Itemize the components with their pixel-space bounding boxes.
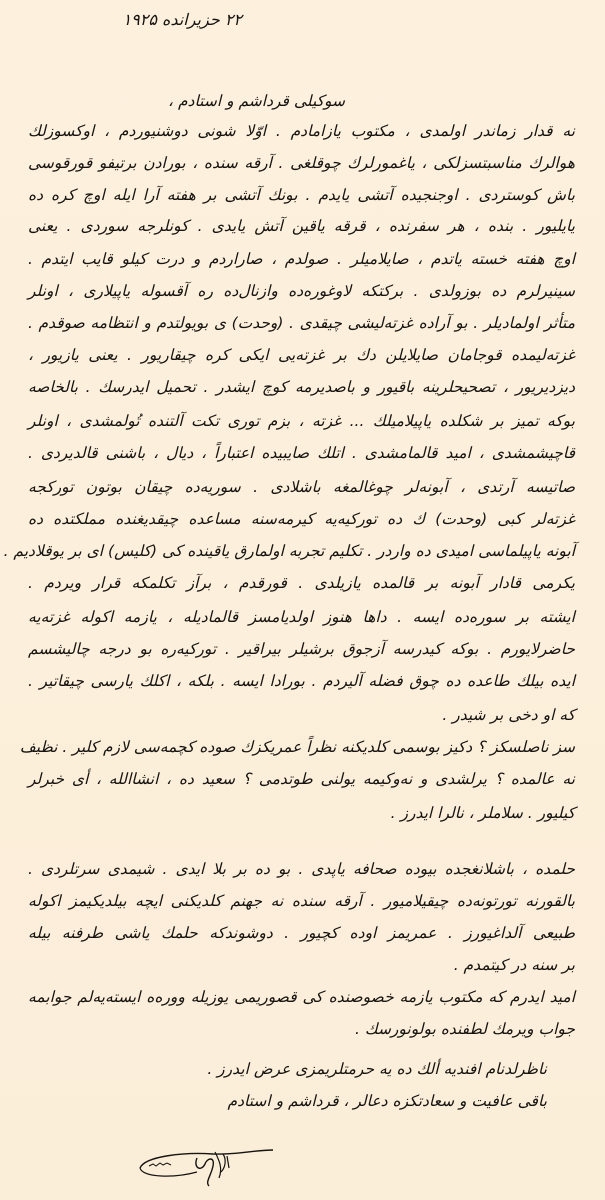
letter-line: دیزدیریور ، تصحیحلرینه باقیور و باصدیرمه کوچ ایشدر . تحمیل ایدرسك . بالخاصه	[28, 378, 575, 396]
letter-line: سینیرلرم ده بوزولدی . برکتکه لاوغوره‌ده وازنال‌ده ره آقسوله یاپیلاری ، اونلر	[28, 282, 575, 300]
letter-line: بالقورنه تورتونه‌ده چیقیلامیور . آرقه سنده نه جهنم کلدیکنی ایچه بیلدیکیمز اکوله	[28, 892, 575, 910]
letter-line: جواب ویرمك لطفنده بولونورسك .	[355, 1020, 575, 1038]
letter-line: امید ایدرم که مکتوب یازمه خصوصنده کی قصوریمی یوزیله ووره‌ه ایسته‌یه‌لم جوابمه	[28, 988, 575, 1006]
letter-line: بر سنه در کیتمدم .	[453, 956, 575, 974]
letter-line: نه قدار زماندر اولمدی ، مکتوب یازامادم . اوّلا شونی دوشنیوردم ، اوکسوزلك	[28, 122, 575, 140]
letter-line: یکرمی قادار آبونه بر قالمده یازیلدی . قورقدم ، برآز تکلمکه قرار ویردم .	[28, 574, 575, 592]
letter-line: ایده بیلك طاعده ده چوق فضله آلیردم . بورادا ایسه . بلکه ، اکلك یارسی چیقاتیر .	[28, 672, 575, 690]
letter-line: قاچیشمشدی ، امید قالمامشدی . اتلك صایبیده اعتباراً ، دیال ، باشنی قالدیردی .	[28, 444, 575, 462]
letter-line: غزته‌لر کبی (وحدت) ك ده تورکیه‌یه کیرمه‌سنه مساعده چیقدیغنده مملکتده ده	[28, 510, 575, 528]
letter-salutation: سوکیلی قرداشم و استادم ،	[168, 92, 345, 110]
letter-line: غزته‌لیمده قوجامان صایلایلن دك بر غزته‌یی ایکی کره چیقاریور . یعنی یازیور ،	[28, 346, 575, 364]
letter-line: ایشته بر سوره‌ده ایسه . داها هنوز اولدیامسز قالمادیله ، یازمه اکوله غزته‌یه	[28, 608, 575, 626]
letter-line: اوچ هفته خسته یاتدم ، صایلامیلر . صولدم ، صاراردم و درت کیلو قایب ایتدم .	[28, 250, 575, 268]
letter-line: یایلیور . بنده ، هر سفرنده ، قرقه یاقین آتش یایدی . کونلرجه سوردی . یعنی	[28, 217, 575, 235]
letter-line: سز ناصلسکز ؟ دکیز بوسمی کلدیکنه نظراً عمریکزك صوده کچمه‌سی لازم کلیر . نظیف	[19, 738, 575, 756]
letter-line: ناظرلدنام افندیه ألك ده یه حرمتلریمزی عرض ایدرز .	[207, 1060, 547, 1078]
letter-line: آبونه یاپیلماسی امیدی ده واردر . تکلیم تجربه اولمارق یاقینده کی (کلیس) ای بر یوقلادیم .	[3, 542, 575, 560]
letter-line: باش کوستردی . اوجنجیده آتشی یایدم . بونك آتشی بر هفته آرا ایله اوچ کره ده	[28, 186, 575, 204]
letter-line: حلمده ، باشلانغجده بیوده صحافه یاپدی . بو ده بر بلا ایدی . شیمدی سرتلردی .	[28, 860, 575, 878]
letter-line: که او دخی بر شیدر .	[442, 706, 575, 724]
letter-line: صاتیسه آرتدی ، آبونه‌لر چوغالمغه باشلادی . سوریه‌ده چیقان بوتون تورکجه	[28, 478, 575, 496]
letter-closing: باقی عافیت و سعادتکزه دعالر ، قرداشم و استادم	[227, 1092, 547, 1110]
letter-line: بوکه تمیز بر شکلده یاپیلامیلك ... غزته ، بزم توری تکت آلتنده تُولمشدی ، اونلر	[28, 412, 575, 430]
letter-line: هوالرك مناسبتسزلکی ، یاغمورلرك چوقلغی . آرقه سنده ، بورادن برتیفو قورقوسی	[28, 154, 575, 172]
letter-line: کیلیور . سلاملر ، نالرا ایدرز .	[390, 804, 575, 822]
signature-flourish	[135, 1138, 275, 1188]
letter-date: ۲۲ حزیرانده ۱۹۲۵	[122, 10, 242, 29]
letter-line: طبیعی آلداغیورز . عمریمز اوده کچیور . دوشوندکه حلمك یاشی طرفنه بیله	[28, 924, 575, 942]
letter-line: حاضرلایورم . بوکه کیدرسه آزجوق برشیلر بیراقیر . تورکیه‌ره بو درجه چالیشسم	[28, 640, 575, 658]
letter-line: متأثر اولمادیلر . بو آراده غزته‌لیشی چیقدی . (وحدت) ی بویولتدم و انتظامه صوقدم .	[28, 314, 575, 332]
letter-line: نه عالمده ؟ یرلشدی و نه‌وکیمه یولنی طوتدمی ؟ سعید ده ، انشاالله ، أی خبرلر	[28, 770, 575, 788]
